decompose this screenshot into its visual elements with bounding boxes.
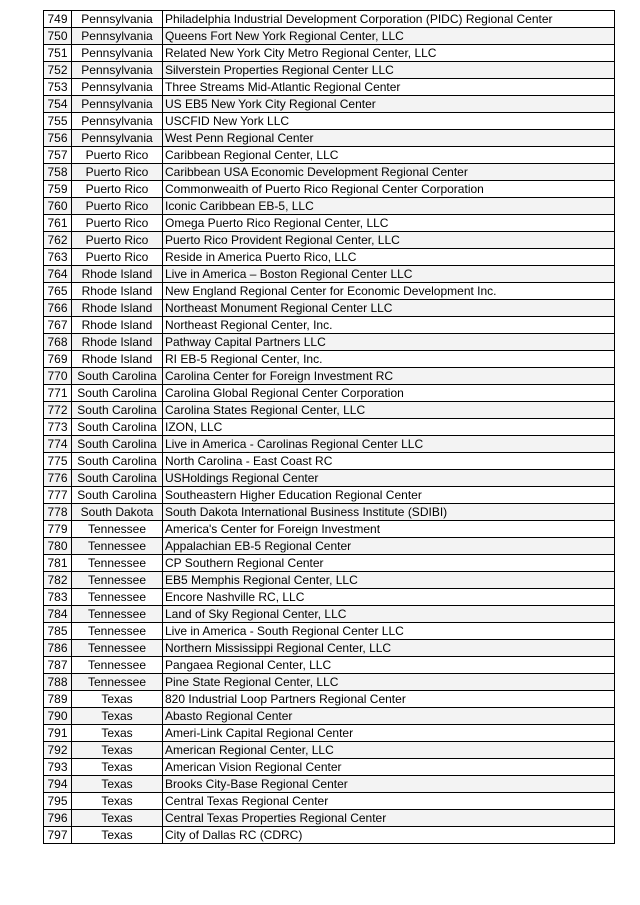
state-cell: Pennsylvania (72, 130, 163, 147)
center-name-cell: Central Texas Properties Regional Center (163, 810, 615, 827)
row-number: 779 (44, 521, 72, 538)
center-name-cell: Northeast Monument Regional Center LLC (163, 300, 615, 317)
center-name-cell: Omega Puerto Rico Regional Center, LLC (163, 215, 615, 232)
row-number: 785 (44, 623, 72, 640)
row-number: 764 (44, 266, 72, 283)
row-number: 754 (44, 96, 72, 113)
center-name-cell: New England Regional Center for Economic Development Inc. (163, 283, 615, 300)
state-cell: Rhode Island (72, 283, 163, 300)
center-name-cell: Southeastern Higher Education Regional Center (163, 487, 615, 504)
state-cell: Tennessee (72, 589, 163, 606)
state-cell: Texas (72, 742, 163, 759)
state-cell: Rhode Island (72, 266, 163, 283)
row-number: 752 (44, 62, 72, 79)
state-cell: Tennessee (72, 657, 163, 674)
table-row (44, 436, 615, 453)
row-number: 774 (44, 436, 72, 453)
row-number: 772 (44, 402, 72, 419)
table-row (44, 708, 615, 725)
state-cell: South Carolina (72, 436, 163, 453)
state-cell: Pennsylvania (72, 11, 163, 28)
state-cell: Puerto Rico (72, 215, 163, 232)
row-number: 797 (44, 827, 72, 844)
center-name-cell: EB5 Memphis Regional Center, LLC (163, 572, 615, 589)
center-name-cell: Pangaea Regional Center, LLC (163, 657, 615, 674)
state-cell: Texas (72, 776, 163, 793)
row-number: 781 (44, 555, 72, 572)
table-row (44, 28, 615, 45)
table-row (44, 521, 615, 538)
state-cell: Texas (72, 691, 163, 708)
row-number: 782 (44, 572, 72, 589)
table-row (44, 742, 615, 759)
center-name-cell: Live in America - Carolinas Regional Center LLC (163, 436, 615, 453)
row-number: 795 (44, 793, 72, 810)
table-row (44, 215, 615, 232)
center-name-cell: 820 Industrial Loop Partners Regional Center (163, 691, 615, 708)
table-row (44, 640, 615, 657)
table-row (44, 79, 615, 96)
table-row (44, 181, 615, 198)
state-cell: South Carolina (72, 402, 163, 419)
state-cell: Texas (72, 793, 163, 810)
table-row (44, 249, 615, 266)
table-row (44, 776, 615, 793)
table-row (44, 623, 615, 640)
table-row (44, 368, 615, 385)
row-number: 790 (44, 708, 72, 725)
center-name-cell: City of Dallas RC (CDRC) (163, 827, 615, 844)
center-name-cell: RI EB-5 Regional Center, Inc. (163, 351, 615, 368)
state-cell: Texas (72, 759, 163, 776)
state-cell: Pennsylvania (72, 28, 163, 45)
state-cell: South Carolina (72, 453, 163, 470)
center-name-cell: Brooks City-Base Regional Center (163, 776, 615, 793)
state-cell: Rhode Island (72, 334, 163, 351)
regional-center-table (43, 10, 615, 844)
table-row (44, 113, 615, 130)
state-cell: Rhode Island (72, 317, 163, 334)
center-name-cell: Pine State Regional Center, LLC (163, 674, 615, 691)
row-number: 792 (44, 742, 72, 759)
row-number: 777 (44, 487, 72, 504)
state-cell: Pennsylvania (72, 79, 163, 96)
row-number: 787 (44, 657, 72, 674)
table-row (44, 606, 615, 623)
regional-center-table-body (44, 11, 615, 844)
table-row (44, 555, 615, 572)
row-number: 789 (44, 691, 72, 708)
center-name-cell: Carolina States Regional Center, LLC (163, 402, 615, 419)
state-cell: Puerto Rico (72, 147, 163, 164)
state-cell: Pennsylvania (72, 45, 163, 62)
row-number: 763 (44, 249, 72, 266)
center-name-cell: Caribbean Regional Center, LLC (163, 147, 615, 164)
state-cell: Tennessee (72, 606, 163, 623)
table-row (44, 453, 615, 470)
table-row (44, 283, 615, 300)
center-name-cell: Northern Mississippi Regional Center, LLC (163, 640, 615, 657)
row-number: 776 (44, 470, 72, 487)
row-number: 768 (44, 334, 72, 351)
center-name-cell: America's Center for Foreign Investment (163, 521, 615, 538)
table-row (44, 810, 615, 827)
table-row (44, 572, 615, 589)
row-number: 760 (44, 198, 72, 215)
center-name-cell: USCFID New York LLC (163, 113, 615, 130)
table-row (44, 725, 615, 742)
state-cell: South Carolina (72, 385, 163, 402)
center-name-cell: Northeast Regional Center, Inc. (163, 317, 615, 334)
table-row (44, 266, 615, 283)
center-name-cell: Encore Nashville RC, LLC (163, 589, 615, 606)
row-number: 794 (44, 776, 72, 793)
table-row (44, 351, 615, 368)
row-number: 796 (44, 810, 72, 827)
row-number: 778 (44, 504, 72, 521)
state-cell: Rhode Island (72, 300, 163, 317)
table-row (44, 793, 615, 810)
center-name-cell: American Regional Center, LLC (163, 742, 615, 759)
state-cell: South Carolina (72, 470, 163, 487)
table-row (44, 759, 615, 776)
row-number: 757 (44, 147, 72, 164)
center-name-cell: US EB5 New York City Regional Center (163, 96, 615, 113)
center-name-cell: West Penn Regional Center (163, 130, 615, 147)
state-cell: South Carolina (72, 419, 163, 436)
table-row (44, 232, 615, 249)
center-name-cell: Live in America - South Regional Center LLC (163, 623, 615, 640)
table-row (44, 62, 615, 79)
table-row (44, 827, 615, 844)
center-name-cell: Puerto Rico Provident Regional Center, LLC (163, 232, 615, 249)
table-row (44, 691, 615, 708)
state-cell: Puerto Rico (72, 232, 163, 249)
row-number: 770 (44, 368, 72, 385)
table-row (44, 674, 615, 691)
row-number: 751 (44, 45, 72, 62)
state-cell: South Dakota (72, 504, 163, 521)
row-number: 762 (44, 232, 72, 249)
table-row (44, 589, 615, 606)
row-number: 769 (44, 351, 72, 368)
row-number: 775 (44, 453, 72, 470)
center-name-cell: Carolina Global Regional Center Corporation (163, 385, 615, 402)
center-name-cell: Reside in America Puerto Rico, LLC (163, 249, 615, 266)
center-name-cell: North Carolina - East Coast RC (163, 453, 615, 470)
row-number: 750 (44, 28, 72, 45)
row-number: 773 (44, 419, 72, 436)
row-number: 793 (44, 759, 72, 776)
table-row (44, 504, 615, 521)
table-row (44, 334, 615, 351)
table-row (44, 130, 615, 147)
center-name-cell: Central Texas Regional Center (163, 793, 615, 810)
table-row (44, 470, 615, 487)
center-name-cell: Appalachian EB-5 Regional Center (163, 538, 615, 555)
table-row (44, 45, 615, 62)
state-cell: Texas (72, 708, 163, 725)
state-cell: Tennessee (72, 555, 163, 572)
center-name-cell: Abasto Regional Center (163, 708, 615, 725)
row-number: 783 (44, 589, 72, 606)
table-row (44, 317, 615, 334)
state-cell: Rhode Island (72, 351, 163, 368)
center-name-cell: USHoldings Regional Center (163, 470, 615, 487)
table-row (44, 419, 615, 436)
row-number: 755 (44, 113, 72, 130)
state-cell: Puerto Rico (72, 249, 163, 266)
row-number: 786 (44, 640, 72, 657)
state-cell: Tennessee (72, 521, 163, 538)
table-row (44, 385, 615, 402)
state-cell: Puerto Rico (72, 198, 163, 215)
center-name-cell: Live in America – Boston Regional Center LLC (163, 266, 615, 283)
center-name-cell: Ameri-Link Capital Regional Center (163, 725, 615, 742)
state-cell: Puerto Rico (72, 164, 163, 181)
state-cell: Pennsylvania (72, 62, 163, 79)
table-row (44, 300, 615, 317)
row-number: 766 (44, 300, 72, 317)
state-cell: Texas (72, 810, 163, 827)
table-row (44, 11, 615, 28)
row-number: 791 (44, 725, 72, 742)
state-cell: Texas (72, 827, 163, 844)
table-row (44, 657, 615, 674)
state-cell: Tennessee (72, 674, 163, 691)
table-row (44, 198, 615, 215)
table-row (44, 402, 615, 419)
row-number: 780 (44, 538, 72, 555)
center-name-cell: American Vision Regional Center (163, 759, 615, 776)
row-number: 759 (44, 181, 72, 198)
row-number: 753 (44, 79, 72, 96)
table-row (44, 96, 615, 113)
center-name-cell: South Dakota International Business Institute (SDIBI) (163, 504, 615, 521)
center-name-cell: Related New York City Metro Regional Center, LLC (163, 45, 615, 62)
center-name-cell: Caribbean USA Economic Development Regional Center (163, 164, 615, 181)
table-row (44, 164, 615, 181)
center-name-cell: Silverstein Properties Regional Center LLC (163, 62, 615, 79)
state-cell: Tennessee (72, 623, 163, 640)
row-number: 749 (44, 11, 72, 28)
table-row (44, 487, 615, 504)
row-number: 758 (44, 164, 72, 181)
row-number: 771 (44, 385, 72, 402)
row-number: 788 (44, 674, 72, 691)
center-name-cell: Philadelphia Industrial Development Corporation (PIDC) Regional Center (163, 11, 615, 28)
row-number: 761 (44, 215, 72, 232)
center-name-cell: IZON, LLC (163, 419, 615, 436)
table-row (44, 147, 615, 164)
row-number: 784 (44, 606, 72, 623)
center-name-cell: Iconic Caribbean EB-5, LLC (163, 198, 615, 215)
state-cell: Tennessee (72, 640, 163, 657)
state-cell: South Carolina (72, 368, 163, 385)
center-name-cell: Carolina Center for Foreign Investment RC (163, 368, 615, 385)
state-cell: Tennessee (72, 572, 163, 589)
center-name-cell: Pathway Capital Partners LLC (163, 334, 615, 351)
state-cell: Puerto Rico (72, 181, 163, 198)
center-name-cell: CP Southern Regional Center (163, 555, 615, 572)
row-number: 756 (44, 130, 72, 147)
state-cell: Pennsylvania (72, 113, 163, 130)
center-name-cell: Three Streams Mid-Atlantic Regional Center (163, 79, 615, 96)
row-number: 765 (44, 283, 72, 300)
table-row (44, 538, 615, 555)
state-cell: Texas (72, 725, 163, 742)
row-number: 767 (44, 317, 72, 334)
state-cell: Pennsylvania (72, 96, 163, 113)
state-cell: Tennessee (72, 538, 163, 555)
state-cell: South Carolina (72, 487, 163, 504)
center-name-cell: Queens Fort New York Regional Center, LLC (163, 28, 615, 45)
center-name-cell: Land of Sky Regional Center, LLC (163, 606, 615, 623)
center-name-cell: Commonweaith of Puerto Rico Regional Center Corporation (163, 181, 615, 198)
